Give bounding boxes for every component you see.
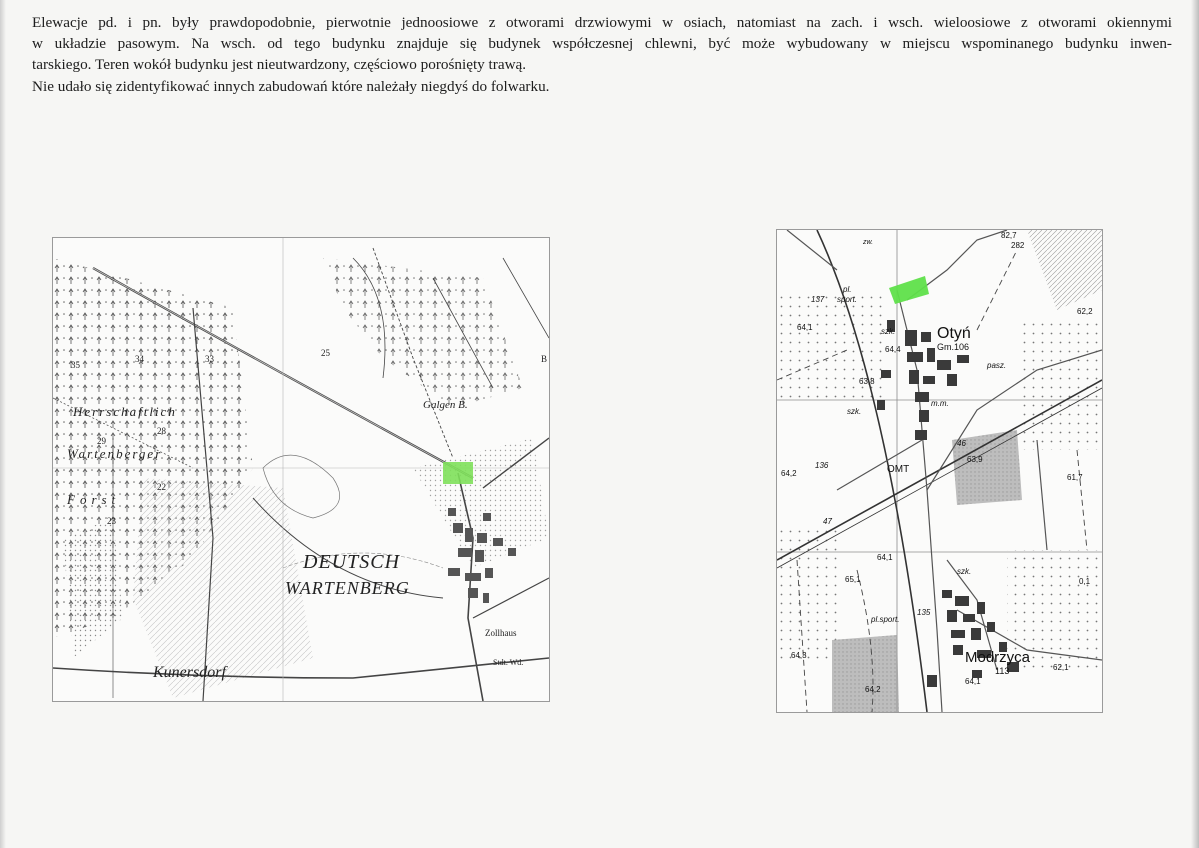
elevation-label: 136 — [815, 461, 829, 470]
map-number: 25 — [321, 348, 330, 358]
map-number: 35 — [71, 360, 80, 370]
document-paragraph — [32, 12, 1172, 97]
map-label: Zollhaus — [485, 628, 517, 638]
town-label-line1: DEUTSCH — [303, 551, 401, 573]
map-label: Stdt. Wd. — [493, 658, 524, 667]
forest-area — [323, 258, 523, 408]
dotted-area — [63, 518, 123, 658]
elevation-label: 63,8 — [859, 377, 875, 386]
map-number: B — [541, 354, 548, 364]
map-label: szk. — [881, 327, 896, 336]
orchard-area — [1017, 320, 1102, 450]
page-edge-right — [1191, 0, 1199, 848]
paragraph-line: Elewacje pd. i pn. były prawdopodobnie, pierwotnie jednoosiowe z otworami drzwiowymi w osiach, natomiast na zach. i wsch. wieloosiowe z otworami okiennymi — [32, 14, 1172, 31]
forest-label: Wartenberger — [67, 446, 163, 461]
field-area — [1027, 230, 1102, 310]
village-label: Modrzyca — [965, 649, 1031, 666]
elevation-label: 64,2 — [865, 685, 881, 694]
town-label-line2: WARTENBERG — [285, 578, 410, 598]
map-label: pl. — [843, 285, 852, 294]
map-label: sport. — [837, 295, 858, 304]
paragraph-line: w układzie pasowym. Na wsch. od tego budynku znajduje się budynek współczesnej chlewni, być może wybudowany w miejscu wspominanego budynku inwen- — [32, 35, 1172, 53]
paragraph-line: Nie udało się zidentyfikować innych zabudowań które należały niegdyś do folwarku. — [32, 77, 550, 95]
elevation-label: 64,2 — [781, 469, 797, 478]
map-number: 34 — [135, 354, 144, 364]
map-label: zw. — [863, 239, 874, 246]
map-number: 33 — [205, 354, 214, 364]
map-label: szk. — [847, 407, 862, 416]
town-label: Otyń — [937, 325, 971, 342]
map-number: 22 — [157, 482, 166, 492]
elevation-label: 82,7 — [1001, 231, 1017, 240]
forest-label: Forst — [67, 492, 121, 507]
elevation-label: 47 — [823, 517, 832, 526]
elevation-label: 135 — [917, 608, 931, 617]
map-label: szk. — [957, 567, 972, 576]
field-area — [832, 635, 899, 712]
elevation-label: 62,2 — [1077, 307, 1093, 316]
elevation-label: 113 — [995, 666, 1010, 676]
paragraph-line: tarskiego. Teren wokół budynku jest nieutwardzony, częściowo porośnięty trawą. — [32, 56, 527, 74]
hill-label: Galgen B. — [423, 399, 468, 411]
forest-label: Herrschaftlich — [73, 404, 177, 419]
map-number: 28 — [157, 426, 166, 436]
elevation-label: 62,1 — [1053, 663, 1069, 672]
elevation-label: 0,1 — [1079, 577, 1091, 586]
map-label: OMT — [887, 464, 910, 475]
elevation-label: 64,1 — [797, 323, 813, 332]
modern-map-otyn — [776, 229, 1103, 713]
map-label: pasz. — [987, 361, 1007, 370]
page-edge-left — [0, 0, 6, 848]
elevation-label: 46 — [957, 439, 966, 448]
highlight-farmstead — [443, 462, 473, 484]
elevation-label: 64,4 — [885, 345, 901, 354]
map-number: 23 — [107, 516, 116, 526]
orchard-area — [777, 530, 837, 660]
map-label: Gm.106 — [937, 342, 970, 352]
elevation-label: 65,1 — [845, 575, 861, 584]
elevation-label: 63,9 — [967, 455, 983, 464]
elevation-label: 64,1 — [965, 677, 981, 686]
elevation-label: 137 — [811, 295, 825, 304]
village-label: Kunersdorf — [153, 664, 226, 681]
map-label: m.m. — [931, 399, 949, 408]
elevation-label: 282 — [1011, 241, 1025, 250]
highlight-farmstead — [889, 276, 929, 304]
elevation-label: 64,1 — [877, 553, 893, 562]
elevation-label: 61,7 — [1067, 473, 1083, 482]
elevation-label: 64,3 — [791, 651, 807, 660]
map-label: pl.sport. — [871, 615, 900, 624]
map-number: 29 — [97, 436, 106, 446]
historical-map-deutsch-wartenberg — [52, 237, 550, 702]
